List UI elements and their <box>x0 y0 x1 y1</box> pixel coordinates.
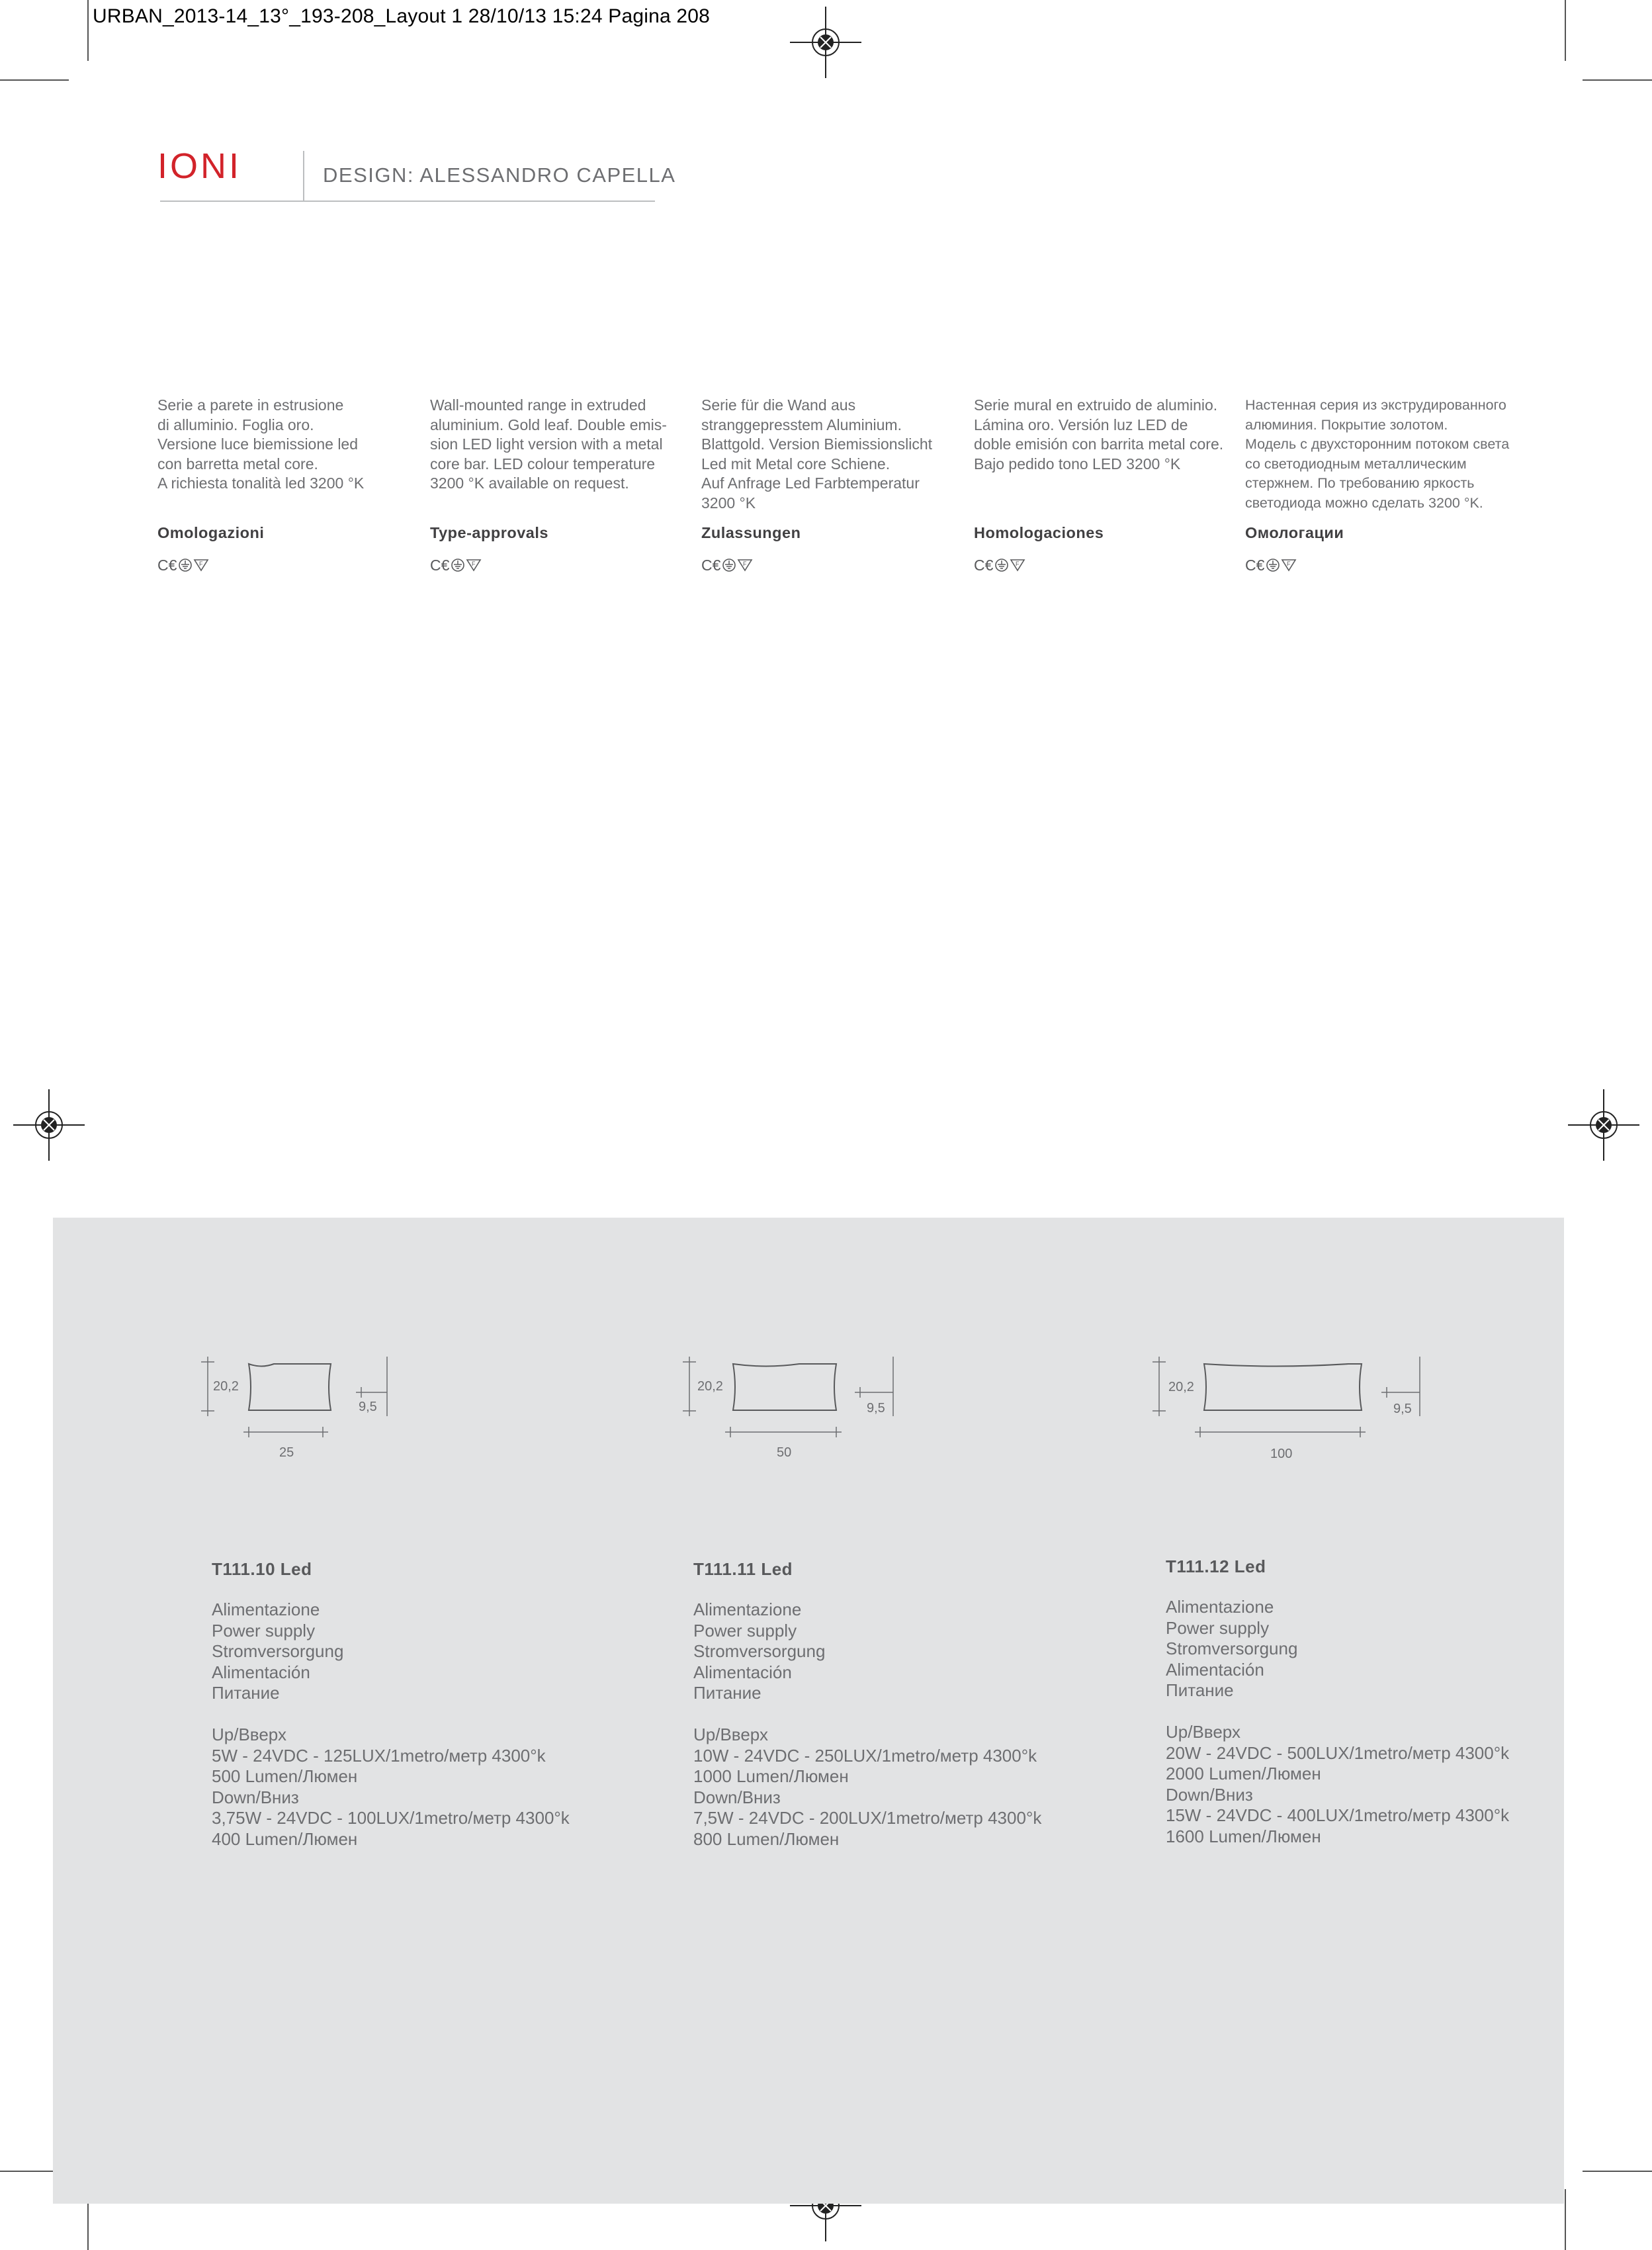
supply-label-en: Power supply <box>1166 1617 1270 1638</box>
product-t111-10 <box>212 1559 622 1850</box>
dimension-width: 100 <box>1270 1447 1293 1461</box>
dimension-height: 20,2 <box>1168 1380 1194 1394</box>
product-code: T111.11 Led <box>693 1559 793 1579</box>
registration-mark-icon <box>1568 1089 1639 1161</box>
down-spec: 3,75W - 24VDC - 100LUX/1metro/метр 4300°k <box>212 1808 570 1828</box>
svg-text:F: F <box>199 561 203 567</box>
down-spec: 15W - 24VDC - 400LUX/1metro/метр 4300°k <box>1166 1805 1510 1825</box>
approval-marks <box>974 555 1225 575</box>
supply-label-de: Stromversorgung <box>693 1641 826 1661</box>
svg-text:C€: C€ <box>974 557 994 574</box>
up-spec: 20W - 24VDC - 500LUX/1metro/метр 4300°k <box>1166 1742 1510 1763</box>
approvals-label: Omologazioni <box>157 524 265 541</box>
supply-label-es: Alimentación <box>1166 1659 1264 1680</box>
down-spec: 7,5W - 24VDC - 200LUX/1metro/метр 4300°k <box>693 1808 1042 1828</box>
crop-mark-bottom-right-h <box>1583 2171 1652 2172</box>
description-text: Serie für die Wand aus stranggepresstem Aluminium. Blattgold. Version Biemissionslicht Led mit Metal core Schiene. Auf Anfrage Led Farbtemperatur 3200 °K <box>701 396 932 512</box>
column-es <box>974 396 1225 575</box>
approvals-label: Homologaciones <box>974 524 1104 541</box>
dimension-width: 50 <box>777 1445 792 1460</box>
approval-marks <box>701 555 953 575</box>
svg-text:C€: C€ <box>701 557 721 574</box>
header-divider <box>303 151 304 201</box>
column-ru <box>1245 396 1523 575</box>
product-title: IONI <box>157 146 242 186</box>
approval-marks <box>430 555 681 575</box>
crop-mark-top-right-v <box>1565 0 1566 61</box>
registration-mark-icon <box>13 1089 85 1161</box>
approval-marks <box>1245 555 1523 575</box>
svg-text:C€: C€ <box>157 557 177 574</box>
down-label: Down/Вниз <box>1166 1784 1253 1805</box>
up-spec: 5W - 24VDC - 125LUX/1metro/метр 4300°k <box>212 1745 546 1766</box>
column-en <box>430 396 681 575</box>
up-label: Up/Вверх <box>1166 1722 1240 1742</box>
ce-ground-triangle-marks-icon <box>974 557 1027 574</box>
down-label: Down/Вниз <box>212 1787 299 1807</box>
approvals-label: Омологации <box>1245 524 1344 541</box>
column-de <box>701 396 953 575</box>
description-text: Настенная серия из экструдированного алюминия. Покрытие золотом. Модель с двухсторонним потоком света со светодиодным металлическим стержнем. По требованию яркость светодиода можно сделать 3200 °K. <box>1245 397 1510 511</box>
up-lumen: 500 Lumen/Люмен <box>212 1766 358 1786</box>
slug-line: URBAN_2013-14_13°_193-208_Layout 1 28/10/13 15:24 Pagina 208 <box>93 5 711 27</box>
crop-mark-bottom-right-v <box>1565 2189 1566 2250</box>
supply-label-de: Stromversorgung <box>1166 1639 1298 1658</box>
down-label: Down/Вниз <box>693 1787 781 1807</box>
up-label: Up/Вверх <box>693 1725 768 1744</box>
header-rule <box>160 201 655 202</box>
approvals-label: Type-approvals <box>430 524 548 541</box>
up-spec: 10W - 24VDC - 250LUX/1metro/метр 4300°k <box>693 1745 1037 1766</box>
dimension-height: 20,2 <box>697 1379 723 1394</box>
supply-label-ru: Питание <box>1166 1680 1234 1700</box>
down-lumen: 400 Lumen/Люмен <box>212 1828 358 1849</box>
column-it <box>157 396 409 575</box>
svg-text:F: F <box>743 561 747 567</box>
dimension-width: 25 <box>279 1445 294 1460</box>
supply-label-it: Alimentazione <box>1166 1597 1274 1617</box>
product-t111-12 <box>1166 1556 1576 1847</box>
product-specs <box>212 1599 622 1850</box>
down-lumen: 1600 Lumen/Люмен <box>1166 1826 1321 1846</box>
supply-label-en: Power supply <box>212 1620 316 1641</box>
technical-drawing-3 <box>1150 1350 1428 1462</box>
ce-ground-triangle-marks-icon <box>701 557 754 574</box>
approvals-label: Zulassungen <box>701 524 801 541</box>
supply-label-es: Alimentación <box>212 1662 310 1682</box>
product-specs <box>693 1599 1104 1850</box>
supply-label-ru: Питание <box>212 1683 280 1703</box>
supply-label-ru: Питание <box>693 1683 761 1703</box>
product-code: T111.12 Led <box>1166 1556 1266 1576</box>
up-label: Up/Вверх <box>212 1725 286 1744</box>
dimension-depth: 9,5 <box>1393 1402 1412 1416</box>
svg-text:F: F <box>472 561 476 567</box>
description-text: Wall-mounted range in extruded aluminium. Gold leaf. Double emis- sion LED light version with a metal core bar. LED colour temperature 3200 °K available on request. <box>430 396 667 492</box>
ce-ground-triangle-marks-icon <box>430 557 483 574</box>
approval-marks <box>157 555 409 575</box>
ce-ground-triangle-marks-icon <box>157 557 210 574</box>
supply-label-it: Alimentazione <box>693 1599 802 1619</box>
supply-label-es: Alimentación <box>693 1662 792 1682</box>
crop-mark-top-right-h <box>1583 79 1652 81</box>
crop-mark-top-left-v <box>87 0 89 61</box>
description-text: Serie mural en extruido de aluminio. Lámina oro. Versión luz LED de doble emisión con barrita metal core. Bajo pedido tono LED 3200 °K <box>974 396 1224 472</box>
up-lumen: 2000 Lumen/Люмен <box>1166 1764 1321 1783</box>
up-lumen: 1000 Lumen/Люмен <box>693 1766 849 1786</box>
dimension-depth: 9,5 <box>359 1400 377 1414</box>
supply-label-de: Stromversorgung <box>212 1641 344 1661</box>
supply-label-en: Power supply <box>693 1620 797 1641</box>
designer-credit: DESIGN: ALESSANDRO CAPELLA <box>323 163 676 187</box>
product-specs <box>1166 1597 1576 1847</box>
down-lumen: 800 Lumen/Люмен <box>693 1828 840 1849</box>
svg-text:F: F <box>1287 561 1291 567</box>
svg-text:C€: C€ <box>1245 557 1265 574</box>
supply-label-it: Alimentazione <box>212 1599 320 1619</box>
product-t111-11 <box>693 1559 1104 1850</box>
dimension-height: 20,2 <box>213 1379 239 1394</box>
crop-mark-top-left-h <box>0 79 69 81</box>
svg-text:C€: C€ <box>430 557 450 574</box>
product-code: T111.10 Led <box>212 1559 312 1579</box>
registration-mark-icon <box>790 7 861 78</box>
description-text: Serie a parete in estrusione di alluminio. Foglia oro. Versione luce biemissione led con barretta metal core. A richiesta tonalità led 3200 °K <box>157 396 365 492</box>
dimension-depth: 9,5 <box>867 1401 885 1416</box>
svg-text:F: F <box>1016 561 1020 567</box>
ce-ground-triangle-marks-icon <box>1245 557 1298 574</box>
